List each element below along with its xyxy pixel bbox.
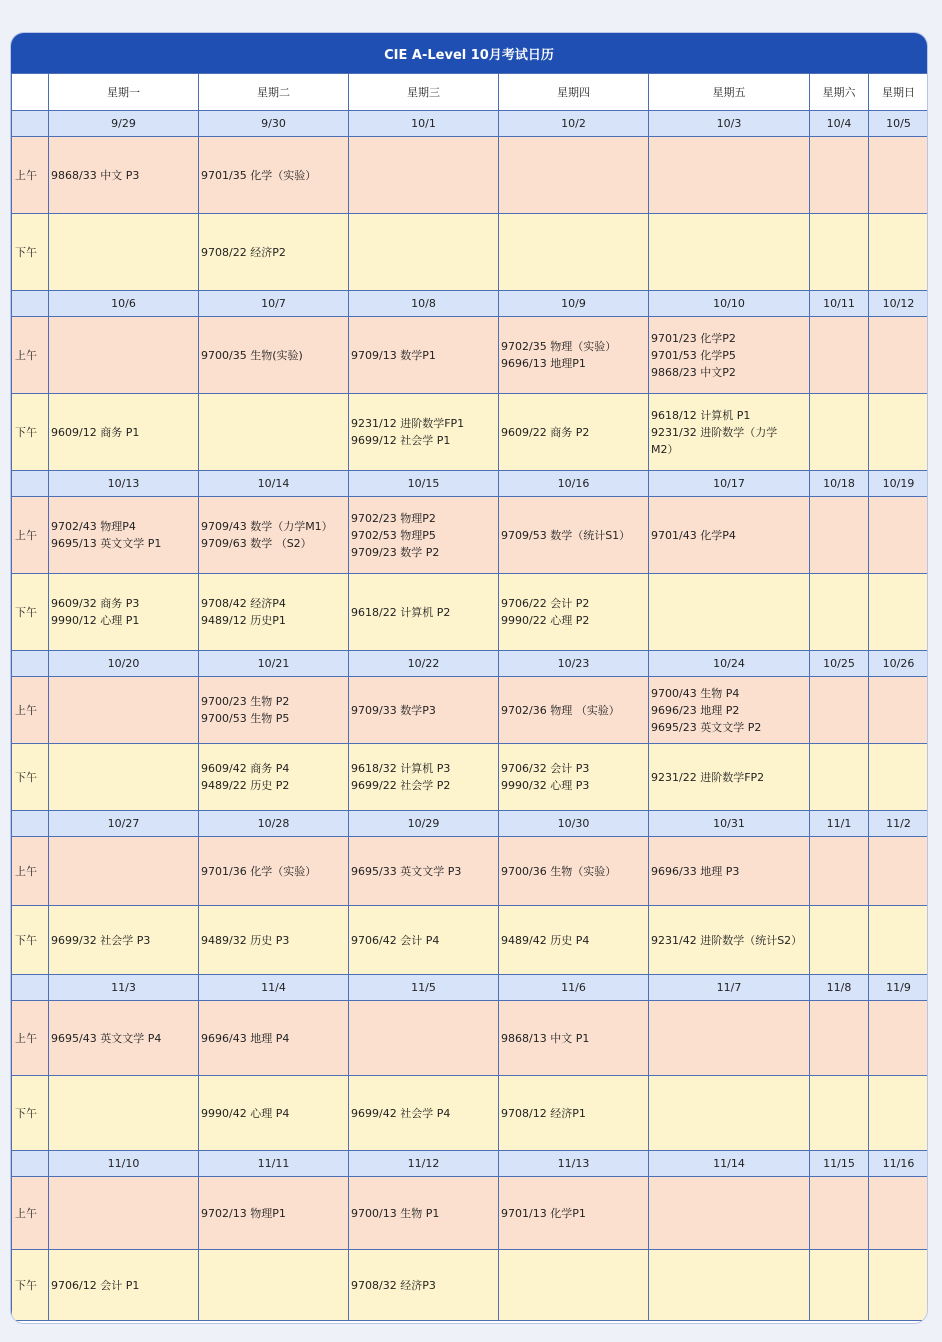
exam-cell (810, 1177, 869, 1250)
exam-cell (869, 394, 929, 471)
exam-cell: 9706/32 会计 P3 9990/32 心理 P3 (499, 744, 649, 811)
exam-cell: 9868/33 中文 P3 (49, 137, 199, 214)
exam-cell (869, 137, 929, 214)
date-cell: 11/10 (49, 1151, 199, 1177)
exam-cell (810, 677, 869, 744)
afternoon-label: 下午 (12, 1250, 49, 1321)
exam-cell: 9618/12 计算机 P1 9231/32 进阶数学（力学 M2） (649, 394, 810, 471)
date-cell: 10/15 (349, 471, 499, 497)
date-cell: 10/27 (49, 811, 199, 837)
exam-cell (49, 744, 199, 811)
date-cell: 10/9 (499, 291, 649, 317)
exam-cell: 9695/33 英文文学 P3 (349, 837, 499, 906)
date-cell: 11/3 (49, 975, 199, 1001)
exam-cell: 9489/32 历史 P3 (199, 906, 349, 975)
exam-cell (349, 214, 499, 291)
exam-cell: 9231/12 进阶数学FP1 9699/12 社会学 P1 (349, 394, 499, 471)
exam-cell (869, 497, 929, 574)
afternoon-label: 下午 (12, 744, 49, 811)
date-cell: 10/19 (869, 471, 929, 497)
date-cell: 10/29 (349, 811, 499, 837)
exam-cell (499, 137, 649, 214)
exam-cell (810, 1001, 869, 1076)
exam-cell (49, 677, 199, 744)
exam-cell: 9699/42 社会学 P4 (349, 1076, 499, 1151)
exam-cell (649, 1076, 810, 1151)
exam-cell (649, 574, 810, 651)
exam-cell (869, 744, 929, 811)
exam-cell (869, 837, 929, 906)
exam-cell: 9702/43 物理P4 9695/13 英文文学 P1 (49, 497, 199, 574)
exam-cell: 9709/33 数学P3 (349, 677, 499, 744)
exam-cell: 9701/13 化学P1 (499, 1177, 649, 1250)
weekday-header-row (12, 74, 929, 111)
exam-cell: 9706/42 会计 P4 (349, 906, 499, 975)
date-cell: 11/15 (810, 1151, 869, 1177)
afternoon-row (12, 574, 929, 651)
date-cell: 11/5 (349, 975, 499, 1001)
date-row (12, 1151, 929, 1177)
weekday-header: 星期二 (199, 74, 349, 111)
exam-cell (49, 317, 199, 394)
date-row-label (12, 975, 49, 1001)
afternoon-label: 下午 (12, 574, 49, 651)
exam-cell: 9696/43 地理 P4 (199, 1001, 349, 1076)
exam-cell: 9702/13 物理P1 (199, 1177, 349, 1250)
date-cell: 11/8 (810, 975, 869, 1001)
exam-cell: 9609/22 商务 P2 (499, 394, 649, 471)
exam-cell: 9700/13 生物 P1 (349, 1177, 499, 1250)
weekday-header: 星期一 (49, 74, 199, 111)
exam-cell: 9708/22 经济P2 (199, 214, 349, 291)
weekday-header: 星期六 (810, 74, 869, 111)
date-cell: 9/30 (199, 111, 349, 137)
date-cell: 10/4 (810, 111, 869, 137)
date-cell: 10/1 (349, 111, 499, 137)
date-row-label (12, 471, 49, 497)
date-cell: 10/28 (199, 811, 349, 837)
exam-cell: 9701/43 化学P4 (649, 497, 810, 574)
morning-row (12, 497, 929, 574)
exam-cell (810, 837, 869, 906)
date-cell: 11/12 (349, 1151, 499, 1177)
date-cell: 10/30 (499, 811, 649, 837)
exam-cell (810, 497, 869, 574)
date-cell: 10/11 (810, 291, 869, 317)
date-row-label (12, 291, 49, 317)
header-corner (12, 74, 49, 111)
date-cell: 10/10 (649, 291, 810, 317)
date-cell: 11/14 (649, 1151, 810, 1177)
morning-label: 上午 (12, 317, 49, 394)
date-cell: 10/7 (199, 291, 349, 317)
date-cell: 10/3 (649, 111, 810, 137)
date-row-label (12, 651, 49, 677)
date-cell: 10/12 (869, 291, 929, 317)
exam-cell (869, 1001, 929, 1076)
date-cell: 11/1 (810, 811, 869, 837)
afternoon-label: 下午 (12, 1076, 49, 1151)
exam-cell (649, 214, 810, 291)
exam-cell (869, 317, 929, 394)
exam-cell: 9709/53 数学（统计S1） (499, 497, 649, 574)
exam-cell: 9695/43 英文文学 P4 (49, 1001, 199, 1076)
exam-cell: 9708/12 经济P1 (499, 1076, 649, 1151)
weekday-header: 星期三 (349, 74, 499, 111)
morning-label: 上午 (12, 677, 49, 744)
exam-cell (810, 574, 869, 651)
exam-cell: 9706/12 会计 P1 (49, 1250, 199, 1321)
exam-cell (499, 1250, 649, 1321)
date-cell: 10/31 (649, 811, 810, 837)
exam-cell (649, 1250, 810, 1321)
exam-cell (810, 1250, 869, 1321)
date-cell: 10/18 (810, 471, 869, 497)
exam-cell: 9990/42 心理 P4 (199, 1076, 349, 1151)
exam-cell (869, 677, 929, 744)
exam-cell (810, 317, 869, 394)
exam-cell: 9708/42 经济P4 9489/12 历史P1 (199, 574, 349, 651)
exam-cell (810, 1076, 869, 1151)
morning-row (12, 1001, 929, 1076)
exam-cell: 9700/23 生物 P2 9700/53 生物 P5 (199, 677, 349, 744)
exam-cell (649, 137, 810, 214)
exam-cell (810, 214, 869, 291)
afternoon-label: 下午 (12, 394, 49, 471)
afternoon-row (12, 1250, 929, 1321)
exam-cell: 9702/23 物理P2 9702/53 物理P5 9709/23 数学 P2 (349, 497, 499, 574)
exam-calendar-table (11, 73, 928, 1321)
morning-label: 上午 (12, 137, 49, 214)
exam-cell: 9706/22 会计 P2 9990/22 心理 P2 (499, 574, 649, 651)
weekday-header: 星期日 (869, 74, 929, 111)
date-cell: 10/21 (199, 651, 349, 677)
exam-cell (499, 214, 649, 291)
date-cell: 10/2 (499, 111, 649, 137)
exam-cell: 9489/42 历史 P4 (499, 906, 649, 975)
exam-cell: 9709/43 数学（力学M1） 9709/63 数学 （S2） (199, 497, 349, 574)
exam-cell: 9701/35 化学（实验） (199, 137, 349, 214)
exam-cell (869, 214, 929, 291)
date-row (12, 651, 929, 677)
morning-label: 上午 (12, 837, 49, 906)
exam-cell (810, 137, 869, 214)
date-cell: 10/20 (49, 651, 199, 677)
date-cell: 11/7 (649, 975, 810, 1001)
date-cell: 10/24 (649, 651, 810, 677)
exam-cell (869, 1177, 929, 1250)
exam-cell (49, 1177, 199, 1250)
morning-row (12, 1177, 929, 1250)
date-cell: 10/5 (869, 111, 929, 137)
exam-cell: 9702/35 物理（实验） 9696/13 地理P1 (499, 317, 649, 394)
exam-cell: 9708/32 经济P3 (349, 1250, 499, 1321)
afternoon-row (12, 394, 929, 471)
date-cell: 10/26 (869, 651, 929, 677)
calendar-title: CIE A-Level 10月考试日历 (11, 33, 927, 73)
exam-cell: 9696/33 地理 P3 (649, 837, 810, 906)
date-row (12, 111, 929, 137)
exam-cell (869, 1076, 929, 1151)
date-cell: 11/11 (199, 1151, 349, 1177)
date-cell: 11/13 (499, 1151, 649, 1177)
morning-label: 上午 (12, 1001, 49, 1076)
date-row (12, 811, 929, 837)
exam-cell (199, 394, 349, 471)
exam-cell: 9231/22 进阶数学FP2 (649, 744, 810, 811)
exam-cell (810, 394, 869, 471)
morning-label: 上午 (12, 1177, 49, 1250)
exam-cell: 9609/12 商务 P1 (49, 394, 199, 471)
date-cell: 10/13 (49, 471, 199, 497)
date-row (12, 291, 929, 317)
exam-cell (49, 837, 199, 906)
exam-cell (869, 906, 929, 975)
date-cell: 10/17 (649, 471, 810, 497)
date-row-label (12, 811, 49, 837)
afternoon-row (12, 214, 929, 291)
exam-cell: 9699/32 社会学 P3 (49, 906, 199, 975)
morning-label: 上午 (12, 497, 49, 574)
exam-cell (199, 1250, 349, 1321)
afternoon-label: 下午 (12, 906, 49, 975)
weekday-header: 星期五 (649, 74, 810, 111)
date-cell: 10/8 (349, 291, 499, 317)
afternoon-row (12, 744, 929, 811)
date-cell: 10/6 (49, 291, 199, 317)
exam-cell: 9618/32 计算机 P3 9699/22 社会学 P2 (349, 744, 499, 811)
exam-cell: 9609/42 商务 P4 9489/22 历史 P2 (199, 744, 349, 811)
date-cell: 10/22 (349, 651, 499, 677)
date-cell: 10/16 (499, 471, 649, 497)
afternoon-label: 下午 (12, 214, 49, 291)
exam-cell (49, 214, 199, 291)
morning-row (12, 317, 929, 394)
date-cell: 11/16 (869, 1151, 929, 1177)
date-row-label (12, 1151, 49, 1177)
exam-cell: 9701/23 化学P2 9701/53 化学P5 9868/23 中文P2 (649, 317, 810, 394)
date-cell: 11/4 (199, 975, 349, 1001)
exam-cell: 9700/35 生物(实验) (199, 317, 349, 394)
date-cell: 9/29 (49, 111, 199, 137)
exam-cell (49, 1076, 199, 1151)
afternoon-row (12, 1076, 929, 1151)
date-cell: 10/23 (499, 651, 649, 677)
exam-cell: 9700/36 生物（实验） (499, 837, 649, 906)
exam-cell: 9609/32 商务 P3 9990/12 心理 P1 (49, 574, 199, 651)
exam-cell: 9231/42 进阶数学（统计S2） (649, 906, 810, 975)
exam-cell (649, 1177, 810, 1250)
morning-row (12, 677, 929, 744)
exam-cell (649, 1001, 810, 1076)
exam-cell: 9868/13 中文 P1 (499, 1001, 649, 1076)
exam-cell: 9701/36 化学（实验） (199, 837, 349, 906)
date-row-label (12, 111, 49, 137)
date-cell: 11/6 (499, 975, 649, 1001)
morning-row (12, 837, 929, 906)
exam-cell: 9618/22 计算机 P2 (349, 574, 499, 651)
weekday-header: 星期四 (499, 74, 649, 111)
date-row (12, 975, 929, 1001)
morning-row (12, 137, 929, 214)
exam-cell (810, 744, 869, 811)
exam-cell (349, 137, 499, 214)
exam-cell (869, 574, 929, 651)
exam-cell: 9702/36 物理 （实验） (499, 677, 649, 744)
date-cell: 11/9 (869, 975, 929, 1001)
exam-cell: 9709/13 数学P1 (349, 317, 499, 394)
date-cell: 11/2 (869, 811, 929, 837)
date-row (12, 471, 929, 497)
exam-cell: 9700/43 生物 P4 9696/23 地理 P2 9695/23 英文文学 P2 (649, 677, 810, 744)
exam-cell (869, 1250, 929, 1321)
afternoon-row (12, 906, 929, 975)
exam-cell (349, 1001, 499, 1076)
calendar-card (10, 32, 928, 1324)
date-cell: 10/25 (810, 651, 869, 677)
exam-cell (810, 906, 869, 975)
date-cell: 10/14 (199, 471, 349, 497)
